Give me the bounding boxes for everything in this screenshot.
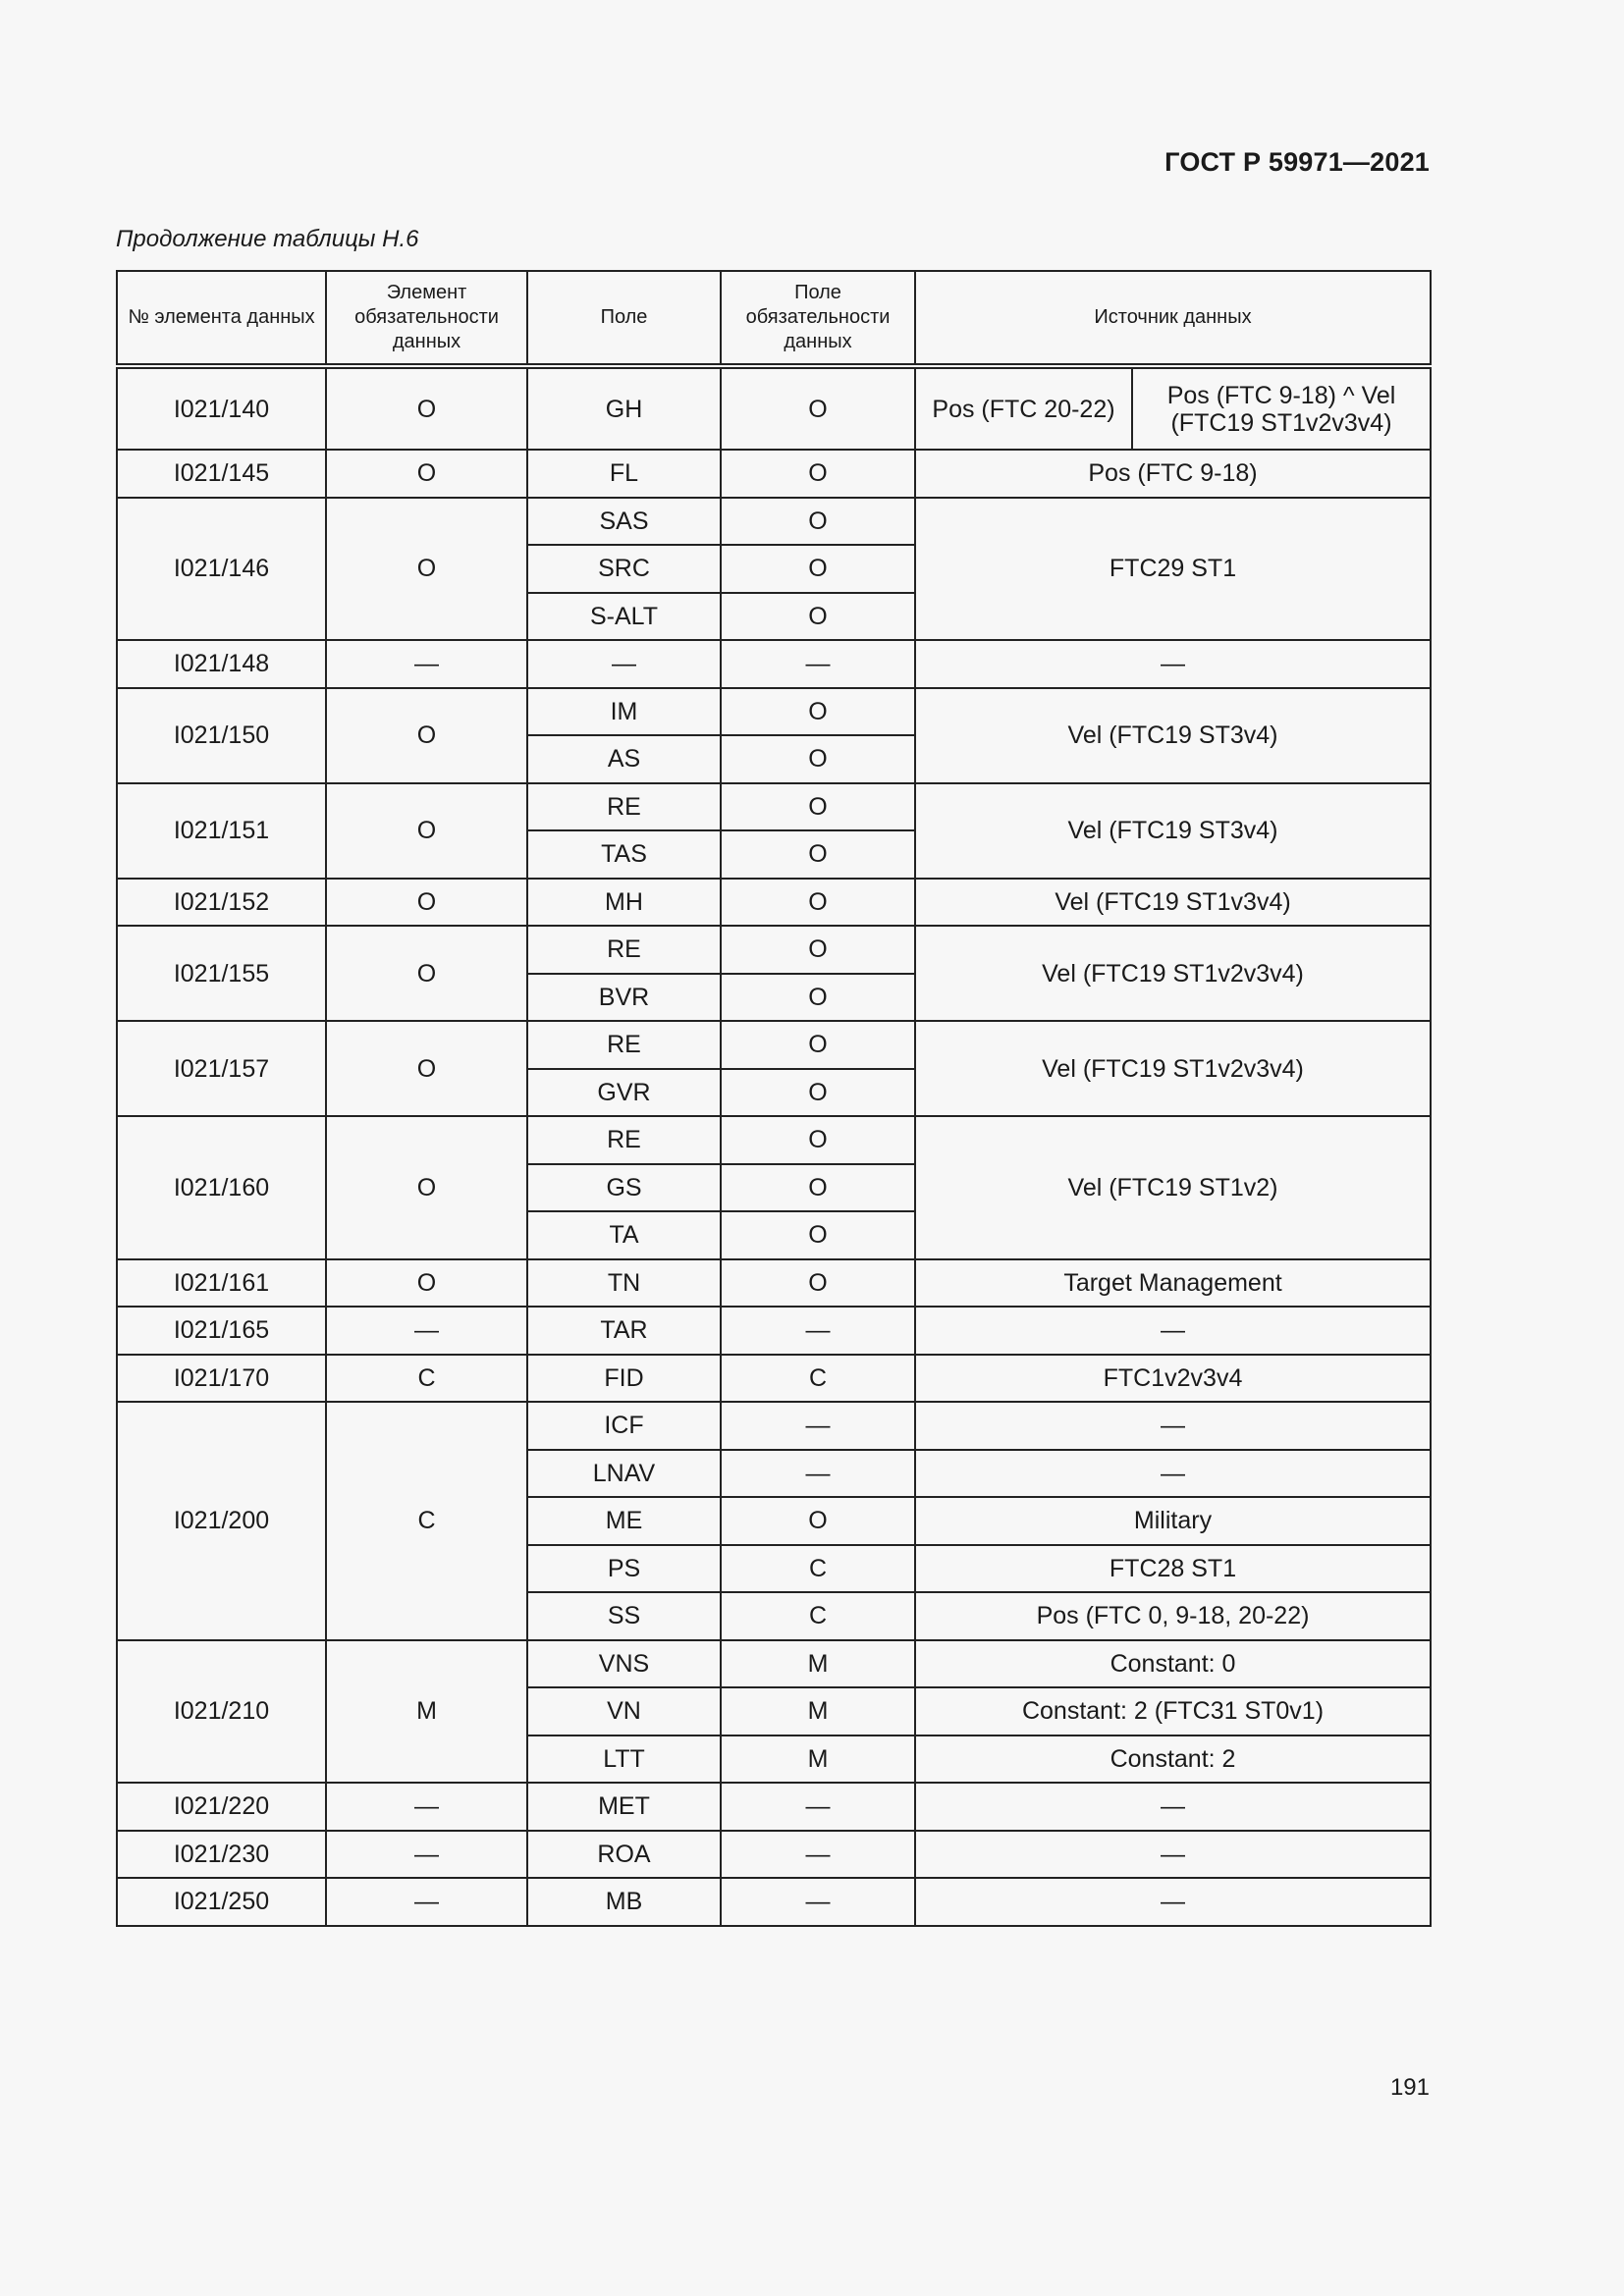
data-source-cell: Vel (FTC19 ST1v3v4)	[915, 879, 1431, 927]
data-source-cell: FTC29 ST1	[915, 498, 1431, 641]
element-id-cell: I021/152	[117, 879, 326, 927]
table-row	[117, 1402, 1431, 1450]
data-table	[116, 270, 1432, 1927]
table-row	[117, 1878, 1431, 1926]
element-id-cell: I021/250	[117, 1878, 326, 1926]
element-id-cell: I021/160	[117, 1116, 326, 1259]
table-row	[117, 1307, 1431, 1355]
field-mandatory-cell: —	[721, 640, 915, 688]
data-source-cell: Constant: 2 (FTC31 ST0v1)	[915, 1687, 1431, 1735]
field-mandatory-cell: O	[721, 593, 915, 641]
field-mandatory-cell: —	[721, 1450, 915, 1498]
field-cell: VN	[527, 1687, 721, 1735]
element-id-cell: I021/145	[117, 450, 326, 498]
table-body	[117, 366, 1431, 1926]
data-source-cell: Pos (FTC 9-18)	[915, 450, 1431, 498]
field-cell: PS	[527, 1545, 721, 1593]
table-row	[117, 1021, 1431, 1069]
field-mandatory-cell: C	[721, 1545, 915, 1593]
field-mandatory-cell: M	[721, 1735, 915, 1784]
field-cell: FL	[527, 450, 721, 498]
data-source-cell: —	[915, 1307, 1431, 1355]
field-cell: ICF	[527, 1402, 721, 1450]
element-id-cell: I021/155	[117, 926, 326, 1021]
field-cell: TAR	[527, 1307, 721, 1355]
data-source-cell-left: Pos (FTC 20-22)	[915, 366, 1132, 450]
table-row	[117, 366, 1431, 450]
element-mandatory-cell: O	[326, 1021, 527, 1116]
element-id-cell: I021/161	[117, 1259, 326, 1308]
element-mandatory-cell: O	[326, 366, 527, 450]
table-row	[117, 498, 1431, 546]
field-cell: RE	[527, 1116, 721, 1164]
element-mandatory-cell: O	[326, 1116, 527, 1259]
field-mandatory-cell: —	[721, 1831, 915, 1879]
field-mandatory-cell: O	[721, 1069, 915, 1117]
data-source-cell: Vel (FTC19 ST1v2v3v4)	[915, 1021, 1431, 1116]
data-source-cell: Military	[915, 1497, 1431, 1545]
table-row	[117, 926, 1431, 974]
element-mandatory-cell: C	[326, 1355, 527, 1403]
document-header: ГОСТ Р 59971—2021	[1164, 147, 1430, 177]
element-mandatory-cell: C	[326, 1402, 527, 1640]
element-mandatory-cell: O	[326, 1259, 527, 1308]
element-mandatory-cell: O	[326, 688, 527, 783]
element-id-cell: I021/170	[117, 1355, 326, 1403]
field-mandatory-cell: O	[721, 830, 915, 879]
table-header-row	[117, 271, 1431, 366]
element-id-cell: I021/157	[117, 1021, 326, 1116]
element-mandatory-cell: —	[326, 1307, 527, 1355]
data-source-cell: Target Management	[915, 1259, 1431, 1308]
data-source-cell: —	[915, 1450, 1431, 1498]
col-header-field-mandatory: Поле обязательности данных	[721, 271, 915, 366]
field-cell: RE	[527, 926, 721, 974]
field-cell: VNS	[527, 1640, 721, 1688]
table-row	[117, 1116, 1431, 1164]
field-mandatory-cell: O	[721, 1259, 915, 1308]
data-source-cell: Vel (FTC19 ST1v2v3v4)	[915, 926, 1431, 1021]
data-source-cell: —	[915, 1878, 1431, 1926]
data-source-cell: Vel (FTC19 ST3v4)	[915, 783, 1431, 879]
field-cell: ME	[527, 1497, 721, 1545]
table-row	[117, 783, 1431, 831]
field-mandatory-cell: O	[721, 735, 915, 783]
field-cell: AS	[527, 735, 721, 783]
field-cell: GVR	[527, 1069, 721, 1117]
data-source-cell: —	[915, 1402, 1431, 1450]
table-row	[117, 1259, 1431, 1308]
table-row	[117, 450, 1431, 498]
element-mandatory-cell: —	[326, 1878, 527, 1926]
element-id-cell: I021/146	[117, 498, 326, 641]
table-caption: Продолжение таблицы Н.6	[116, 226, 419, 252]
col-header-element-mandatory: Элемент обязательности данных	[326, 271, 527, 366]
field-mandatory-cell: O	[721, 1497, 915, 1545]
field-mandatory-cell: C	[721, 1592, 915, 1640]
data-source-cell: FTC28 ST1	[915, 1545, 1431, 1593]
table-row	[117, 1831, 1431, 1879]
table-row	[117, 1783, 1431, 1831]
element-mandatory-cell: O	[326, 879, 527, 927]
data-source-cell: Pos (FTC 0, 9-18, 20-22)	[915, 1592, 1431, 1640]
field-cell: SAS	[527, 498, 721, 546]
element-id-cell: I021/148	[117, 640, 326, 688]
field-cell: ROA	[527, 1831, 721, 1879]
field-mandatory-cell: O	[721, 366, 915, 450]
element-id-cell: I021/151	[117, 783, 326, 879]
field-cell: LTT	[527, 1735, 721, 1784]
field-cell: MET	[527, 1783, 721, 1831]
field-mandatory-cell: O	[721, 879, 915, 927]
data-source-cell: Vel (FTC19 ST1v2)	[915, 1116, 1431, 1259]
field-mandatory-cell: O	[721, 450, 915, 498]
element-mandatory-cell: O	[326, 783, 527, 879]
field-cell: MB	[527, 1878, 721, 1926]
element-mandatory-cell: —	[326, 640, 527, 688]
field-cell: TAS	[527, 830, 721, 879]
field-mandatory-cell: O	[721, 545, 915, 593]
field-cell: RE	[527, 1021, 721, 1069]
element-mandatory-cell: O	[326, 498, 527, 641]
field-mandatory-cell: O	[721, 1021, 915, 1069]
data-source-cell: —	[915, 640, 1431, 688]
field-mandatory-cell: M	[721, 1640, 915, 1688]
element-id-cell: I021/165	[117, 1307, 326, 1355]
field-cell: GS	[527, 1164, 721, 1212]
element-id-cell: I021/230	[117, 1831, 326, 1879]
element-mandatory-cell: —	[326, 1831, 527, 1879]
field-cell: MH	[527, 879, 721, 927]
col-header-field: Поле	[527, 271, 721, 366]
field-mandatory-cell: —	[721, 1878, 915, 1926]
data-source-cell: Vel (FTC19 ST3v4)	[915, 688, 1431, 783]
field-cell: FID	[527, 1355, 721, 1403]
field-cell: BVR	[527, 974, 721, 1022]
element-id-cell: I021/220	[117, 1783, 326, 1831]
field-mandatory-cell: O	[721, 783, 915, 831]
field-mandatory-cell: —	[721, 1783, 915, 1831]
data-source-cell: Constant: 0	[915, 1640, 1431, 1688]
field-cell: —	[527, 640, 721, 688]
table-row	[117, 1640, 1431, 1688]
field-cell: LNAV	[527, 1450, 721, 1498]
field-mandatory-cell: —	[721, 1307, 915, 1355]
field-mandatory-cell: O	[721, 1116, 915, 1164]
data-source-cell: —	[915, 1783, 1431, 1831]
table-row	[117, 879, 1431, 927]
page-number: 191	[1389, 2074, 1430, 2101]
element-mandatory-cell: M	[326, 1640, 527, 1784]
element-mandatory-cell: O	[326, 450, 527, 498]
field-cell: SRC	[527, 545, 721, 593]
field-mandatory-cell: —	[721, 1402, 915, 1450]
field-cell: S-ALT	[527, 593, 721, 641]
element-mandatory-cell: —	[326, 1783, 527, 1831]
table-row	[117, 688, 1431, 736]
field-mandatory-cell: O	[721, 498, 915, 546]
table-row	[117, 640, 1431, 688]
field-mandatory-cell: O	[721, 926, 915, 974]
field-cell: TA	[527, 1211, 721, 1259]
field-cell: TN	[527, 1259, 721, 1308]
field-cell: RE	[527, 783, 721, 831]
data-source-cell: —	[915, 1831, 1431, 1879]
element-mandatory-cell: O	[326, 926, 527, 1021]
field-mandatory-cell: O	[721, 1211, 915, 1259]
table-row	[117, 1355, 1431, 1403]
field-mandatory-cell: O	[721, 974, 915, 1022]
data-source-cell: Constant: 2	[915, 1735, 1431, 1784]
data-source-cell-right: Pos (FTC 9-18) ^ Vel (FTC19 ST1v2v3v4)	[1132, 366, 1431, 450]
element-id-cell: I021/150	[117, 688, 326, 783]
field-cell: GH	[527, 366, 721, 450]
element-id-cell: I021/210	[117, 1640, 326, 1784]
element-id-cell: I021/140	[117, 366, 326, 450]
field-mandatory-cell: C	[721, 1355, 915, 1403]
col-header-data-source: Источник данных	[915, 271, 1431, 366]
field-mandatory-cell: M	[721, 1687, 915, 1735]
field-cell: IM	[527, 688, 721, 736]
field-mandatory-cell: O	[721, 688, 915, 736]
field-mandatory-cell: O	[721, 1164, 915, 1212]
col-header-element-no: № элемента данных	[117, 271, 326, 366]
element-id-cell: I021/200	[117, 1402, 326, 1640]
field-cell: SS	[527, 1592, 721, 1640]
data-source-cell: FTC1v2v3v4	[915, 1355, 1431, 1403]
